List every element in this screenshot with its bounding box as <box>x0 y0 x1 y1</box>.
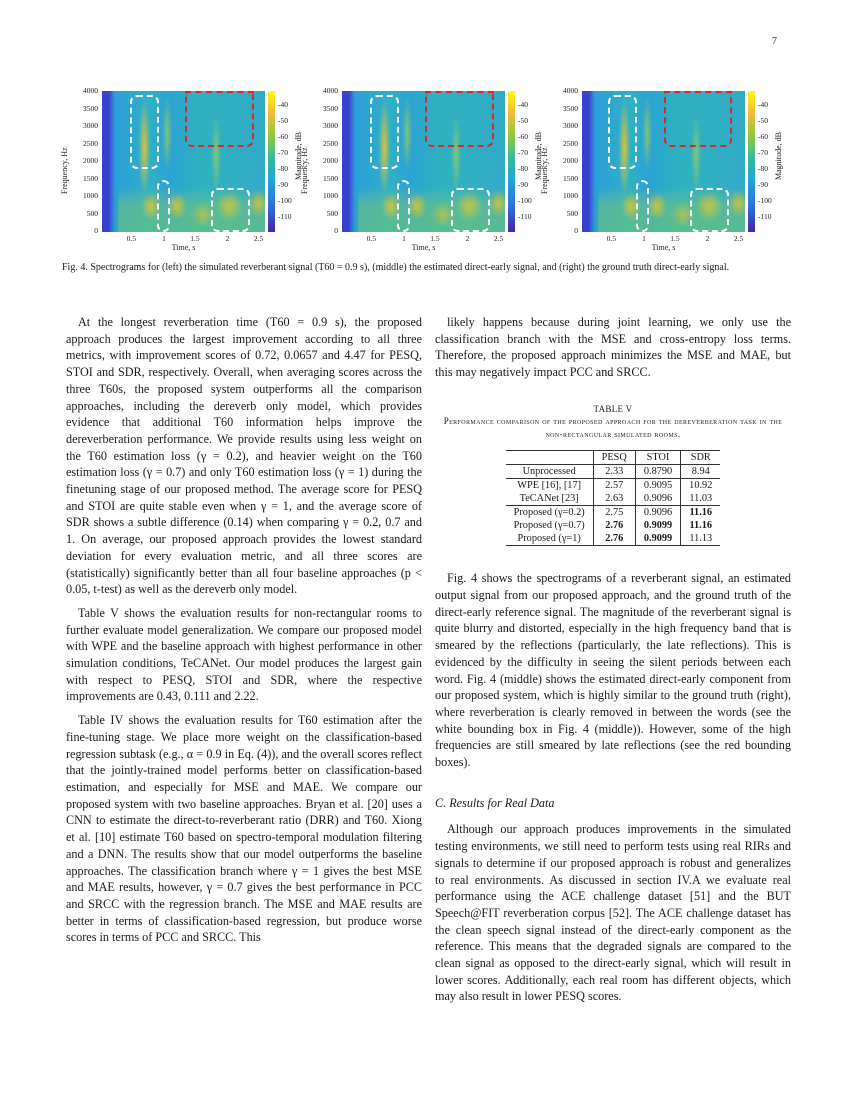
red-bounding-box <box>664 91 732 147</box>
header-cell <box>506 451 594 465</box>
sdr-cell: 11.03 <box>681 492 721 506</box>
colorbar-tick: -50 <box>518 116 528 125</box>
paragraph: Fig. 4 shows the spectrograms of a reverberant signal, an estimated output signal from our proposed approach, and the ground truth of the direct-early reference signal. The magnitude of the reverberant signal is quite blurry and distorted, especially in the high frequency band that is smeared by the reflections (particularly, the late reflections). This is evidenced by the difficulty in seeing the silent periods between each word. Fig. 4 (middle) shows the estimated direct-early component from our proposed system, which is highly similar to the ground truth (right), where reverberation is clearly removed in between the words (see the white bounding box in Fig. 4 (middle)). However, some of the high frequencies are still smeared by late reflections (see the red bounding boxes). <box>435 571 791 770</box>
y-tick: 2000 <box>83 156 98 165</box>
x-tick: 1 <box>642 234 646 243</box>
table-row <box>506 465 721 479</box>
colorbar-tick: -100 <box>278 196 292 205</box>
x-axis-label: Time, s <box>411 243 436 252</box>
spectrogram-image <box>102 91 265 232</box>
stoi-cell: 0.9096 <box>635 492 680 506</box>
colorbar-tick: -60 <box>758 132 768 141</box>
table-row <box>506 506 721 520</box>
colorbar-tick: -60 <box>518 132 528 141</box>
x-tick: 1 <box>162 234 166 243</box>
spectrogram-image <box>582 91 745 232</box>
colorbar-tick: -110 <box>758 212 772 221</box>
table-label: TABLE V <box>593 403 633 414</box>
y-axis-label: Frequency, Hz <box>540 147 549 195</box>
stoi-cell: 0.9096 <box>635 506 680 520</box>
colorbar-tick: -80 <box>758 164 768 173</box>
y-tick: 1000 <box>563 191 578 200</box>
pesq-cell: 2.75 <box>593 506 635 520</box>
figure-4 <box>62 86 792 256</box>
y-tick: 1500 <box>83 174 98 183</box>
colorbar-tick: -100 <box>518 196 532 205</box>
y-tick: 4000 <box>323 86 338 95</box>
y-ticks <box>550 86 578 236</box>
sdr-cell: 10.92 <box>681 479 721 493</box>
sdr-cell: 8.94 <box>681 465 721 479</box>
y-tick: 2000 <box>563 156 578 165</box>
y-tick: 3500 <box>83 104 98 113</box>
y-tick: 2500 <box>323 139 338 148</box>
x-tick: 0.5 <box>366 234 377 243</box>
x-tick: 1.5 <box>190 234 200 243</box>
left-column <box>66 314 422 953</box>
table-row <box>506 519 721 532</box>
x-tick: 2.5 <box>493 234 504 243</box>
white-bounding-box <box>636 180 649 232</box>
white-bounding-box <box>690 188 729 232</box>
paragraph: Table V shows the evaluation results for non-rectangular rooms to further evaluate model generalization. We compare our proposed model with WPE and the baseline approach with highest performance in other simulation conditions, TeCANet. Our model produces the largest gain with respect to PESQ, STOI and SDR, where the respective improvements are 0.43, 0.111 and 2.22. <box>66 605 422 704</box>
y-tick: 3000 <box>563 121 578 130</box>
x-tick: 1.5 <box>670 234 680 243</box>
colorbar-tick: -50 <box>278 116 288 125</box>
x-axis-label: Time, s <box>651 243 676 252</box>
y-tick: 3000 <box>83 121 98 130</box>
y-tick: 0 <box>574 226 578 235</box>
table-row <box>506 479 721 493</box>
y-tick: 2500 <box>563 139 578 148</box>
y-tick: 500 <box>86 209 98 218</box>
figure-caption: Fig. 4. Spectrograms for (left) the simulated reverberant signal (T60 = 0.9 s), (middle) the estimated direct-early signal, and (right) the ground truth direct-early signal. <box>62 262 730 273</box>
table-header-row <box>506 451 721 465</box>
stoi-cell: 0.8790 <box>635 465 680 479</box>
x-tick: 2 <box>705 234 710 243</box>
colorbar-tick: -70 <box>758 148 768 157</box>
colorbar-tick: -40 <box>758 100 768 109</box>
method-cell: TeCANet [23] <box>519 493 579 505</box>
table-caption <box>435 403 791 441</box>
spectrogram-image <box>342 91 505 232</box>
page-number: 7 <box>772 36 777 47</box>
header-cell: STOI <box>635 451 680 465</box>
y-tick: 2000 <box>323 156 338 165</box>
colorbar-label: Magnitude, dB <box>774 132 783 180</box>
table-title: Performance comparison of the proposed approach for the dereverberation task in the non-rectangular simulated rooms. <box>443 416 783 439</box>
method-cell: Proposed (γ=0.2) <box>513 507 585 519</box>
colorbar-tick: -90 <box>758 180 768 189</box>
paragraph: At the longest reverberation time (T60 = 0.9 s), the proposed approach produces the largest improvement according to all three metrics, with improvement scores of 0.72, 0.0657 and 4.47 for PESQ, STOI and SDR, respectively. Overall, when averaging scores across the three T60s, the proposed system outperforms all the comparison approaches, including the dereverb only model, which provides evidence that additional T60 information helps improve the dereverberation performance. We provide results using less weight on the T60 estimation loss (γ = 0.2), and heavier weight on the T60 estimation loss (γ = 0.7) and only T60 estimation loss (γ = 1) during the finetuning stage of our proposed method. The average score for PESQ and STOI are quite stable even when γ = 1, and the average score of SDR shows a subtle difference (0.14) when comparing γ = 0.2, 0.7 and 1. On average, our proposed approach provides the lowest standard deviation for every evaluation metric, and all three scores are (statistically) significantly better than all four baseline approaches (p < 0.05, t-test) as well as the dereverb only model. <box>66 315 422 597</box>
x-tick: 2.5 <box>253 234 264 243</box>
paragraph: Table IV shows the evaluation results for T60 estimation after the fine-tuning stage. We place more weight on the classification-based regression subtask (e.g., α = 0.9 in Eq. (4)), and the overall scores reflect that the jointly-trained model performs better on classification-based estimation, and especially for MSE and MAE. We compare our proposed system with two baseline approaches. Bryan et al. [20] uses a CNN to estimate the direct-to-reverberant ratio (DRR) and T60. Xiong et al. [10] estimate T60 based on spectro-temporal modulation filtering and a DNN. The results show that our model outperforms the baseline approaches. The classification branch where γ = 1 gives the best MSE and MAE results, however, γ = 0.7 gives the best performance in PCC and SRCC with the regression branch. The MSE and MAE results are better in terms of classification-based regression, but produce worse scores in terms of PCC and SRCC. This <box>66 713 422 945</box>
colorbar-label: Magnitude, dB <box>534 132 543 180</box>
colorbar <box>268 91 275 232</box>
paragraph: Although our approach produces improvements in the simulated testing environments, we still need to perform tests using real RIRs and signals to determine if our proposed approach is robust and generalizes to real environments. As discussed in section IV.A we evaluate real performance using the ACE challenge dataset [51] and the BUT Speech@FIT reverberation corpus [52]. The ACE challenge dataset has the clean speech signal instead of the direct-early component as the reference. This means that the degraded signals are compared to the clean signal as opposed to the direct-early signal, which will result in lower scores. Additionally, each real room has different objects, which may also result in lower PESQ scores. <box>435 822 791 1004</box>
colorbar-tick: -90 <box>518 180 528 189</box>
colorbar-tick: -110 <box>518 212 532 221</box>
x-tick: 2 <box>465 234 470 243</box>
colorbar-tick: -40 <box>278 100 288 109</box>
white-bounding-box <box>370 95 399 168</box>
y-tick: 3500 <box>323 104 338 113</box>
spectrogram-middle <box>302 86 542 256</box>
red-bounding-box <box>425 91 493 147</box>
method-cell: Unprocessed <box>522 466 576 478</box>
colorbar-tick: -100 <box>758 196 772 205</box>
pesq-cell: 2.76 <box>593 519 635 532</box>
colorbar-tick: -70 <box>518 148 528 157</box>
method-cell: Proposed (γ=0.7) <box>513 520 585 532</box>
y-tick: 500 <box>566 209 578 218</box>
pesq-cell: 2.33 <box>593 465 635 479</box>
section-heading: C. Results for Real Data <box>435 795 555 810</box>
y-tick: 1000 <box>83 191 98 200</box>
y-tick: 2500 <box>83 139 98 148</box>
paragraph: likely happens because during joint learning, we only use the classification branch with the MSE and cross-entropy loss terms. Therefore, the proposed approach minimizes the MSE and MAE, but this may negatively impact PCC and SRCC. <box>435 315 791 380</box>
right-column <box>435 314 791 1012</box>
y-axis-label: Frequency, Hz <box>300 147 309 195</box>
spectrogram-left <box>62 86 302 256</box>
x-tick: 1 <box>402 234 406 243</box>
white-bounding-box <box>397 180 410 232</box>
colorbar <box>508 91 515 232</box>
y-tick: 1000 <box>323 191 338 200</box>
table-row <box>506 492 721 506</box>
y-ticks <box>310 86 338 236</box>
pesq-cell: 2.63 <box>593 492 635 506</box>
pesq-cell: 2.76 <box>593 532 635 546</box>
red-bounding-box <box>185 91 253 147</box>
colorbar-tick: -40 <box>518 100 528 109</box>
y-tick: 0 <box>334 226 338 235</box>
x-tick: 0.5 <box>606 234 617 243</box>
table-row <box>506 532 721 546</box>
colorbar-tick: -50 <box>758 116 768 125</box>
colorbar-tick: -80 <box>518 164 528 173</box>
results-table <box>506 450 721 546</box>
colorbar-tick: -80 <box>278 164 288 173</box>
white-bounding-box <box>211 188 250 232</box>
method-cell: Proposed (γ=1) <box>517 533 581 545</box>
method-cell: WPE [16], [17] <box>517 480 582 492</box>
y-tick: 4000 <box>563 86 578 95</box>
y-tick: 4000 <box>83 86 98 95</box>
x-tick: 0.5 <box>126 234 137 243</box>
y-tick: 1500 <box>563 174 578 183</box>
x-tick: 1.5 <box>430 234 440 243</box>
y-tick: 0 <box>94 226 98 235</box>
y-ticks <box>70 86 98 236</box>
stoi-cell: 0.9095 <box>635 479 680 493</box>
colorbar <box>748 91 755 232</box>
stoi-cell: 0.9099 <box>635 519 680 532</box>
white-bounding-box <box>608 95 637 168</box>
y-tick: 500 <box>326 209 338 218</box>
colorbar-label: Magnitude, dB <box>294 132 303 180</box>
header-cell: PESQ <box>593 451 635 465</box>
colorbar-tick: -90 <box>278 180 288 189</box>
header-cell: SDR <box>681 451 721 465</box>
spectrogram-right <box>542 86 782 256</box>
white-bounding-box <box>130 95 159 168</box>
x-tick: 2 <box>225 234 230 243</box>
x-axis-label: Time, s <box>171 243 196 252</box>
white-bounding-box <box>451 188 490 232</box>
white-bounding-box <box>157 180 170 232</box>
y-tick: 3500 <box>563 104 578 113</box>
pesq-cell: 2.57 <box>593 479 635 493</box>
y-tick: 3000 <box>323 121 338 130</box>
colorbar-tick: -60 <box>278 132 288 141</box>
y-tick: 1500 <box>323 174 338 183</box>
y-axis-label: Frequency, Hz <box>60 147 69 195</box>
sdr-cell: 11.16 <box>681 519 721 532</box>
sdr-cell: 11.16 <box>681 506 721 520</box>
x-tick: 2.5 <box>733 234 744 243</box>
colorbar-tick: -110 <box>278 212 292 221</box>
colorbar-tick: -70 <box>278 148 288 157</box>
sdr-cell: 11.13 <box>681 532 721 546</box>
stoi-cell: 0.9099 <box>635 532 680 546</box>
